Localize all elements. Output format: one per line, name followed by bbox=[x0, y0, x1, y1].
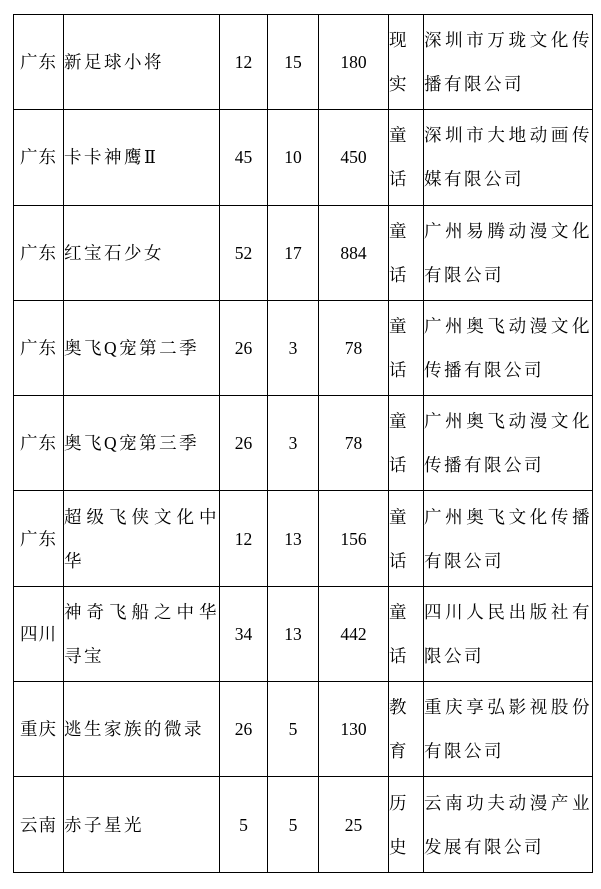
cell-episodes: 12 bbox=[220, 15, 268, 110]
table-row bbox=[14, 205, 593, 300]
cell-title: 奥飞Q宠第三季 bbox=[64, 396, 220, 491]
cell-minutes-per-episode: 3 bbox=[268, 300, 319, 395]
cell-title: 红宝石少女 bbox=[64, 205, 220, 300]
cell-episodes: 12 bbox=[220, 491, 268, 586]
cell-total-minutes: 25 bbox=[319, 777, 389, 872]
cell-title: 卡卡神鹰Ⅱ bbox=[64, 110, 220, 205]
cell-minutes-per-episode: 13 bbox=[268, 586, 319, 681]
table-row bbox=[14, 110, 593, 205]
cell-episodes: 26 bbox=[220, 300, 268, 395]
cell-total-minutes: 442 bbox=[319, 586, 389, 681]
cell-minutes-per-episode: 3 bbox=[268, 396, 319, 491]
cell-minutes-per-episode: 17 bbox=[268, 205, 319, 300]
cell-category: 教育 bbox=[389, 682, 424, 777]
cell-total-minutes: 130 bbox=[319, 682, 389, 777]
cell-episodes: 34 bbox=[220, 586, 268, 681]
table-body bbox=[14, 15, 593, 873]
table-row bbox=[14, 300, 593, 395]
cell-title: 超级飞侠文化中华 bbox=[64, 491, 220, 586]
cell-episodes: 26 bbox=[220, 396, 268, 491]
cell-episodes: 5 bbox=[220, 777, 268, 872]
cell-episodes: 26 bbox=[220, 682, 268, 777]
table-row bbox=[14, 491, 593, 586]
cell-total-minutes: 78 bbox=[319, 300, 389, 395]
cell-company: 广州奥飞文化传播有限公司 bbox=[424, 491, 593, 586]
cell-episodes: 52 bbox=[220, 205, 268, 300]
cell-minutes-per-episode: 13 bbox=[268, 491, 319, 586]
cell-title: 新足球小将 bbox=[64, 15, 220, 110]
cell-category: 童话 bbox=[389, 491, 424, 586]
cell-province: 广东 bbox=[14, 110, 64, 205]
cell-episodes: 45 bbox=[220, 110, 268, 205]
cell-category: 童话 bbox=[389, 110, 424, 205]
cell-total-minutes: 450 bbox=[319, 110, 389, 205]
cell-total-minutes: 78 bbox=[319, 396, 389, 491]
cell-company: 四川人民出版社有限公司 bbox=[424, 586, 593, 681]
cell-title: 神奇飞船之中华寻宝 bbox=[64, 586, 220, 681]
cell-category: 童话 bbox=[389, 300, 424, 395]
cell-category: 童话 bbox=[389, 396, 424, 491]
cell-minutes-per-episode: 15 bbox=[268, 15, 319, 110]
cell-province: 广东 bbox=[14, 205, 64, 300]
cell-title: 赤子星光 bbox=[64, 777, 220, 872]
cell-category: 历史 bbox=[389, 777, 424, 872]
cell-company: 深圳市万珑文化传播有限公司 bbox=[424, 15, 593, 110]
table-row bbox=[14, 396, 593, 491]
cell-company: 广州奥飞动漫文化传播有限公司 bbox=[424, 300, 593, 395]
cell-total-minutes: 884 bbox=[319, 205, 389, 300]
cell-province: 四川 bbox=[14, 586, 64, 681]
cell-minutes-per-episode: 5 bbox=[268, 777, 319, 872]
cell-title: 奥飞Q宠第二季 bbox=[64, 300, 220, 395]
table-row bbox=[14, 777, 593, 872]
cell-company: 广州易腾动漫文化有限公司 bbox=[424, 205, 593, 300]
cell-company: 广州奥飞动漫文化传播有限公司 bbox=[424, 396, 593, 491]
cell-category: 童话 bbox=[389, 586, 424, 681]
cell-category: 童话 bbox=[389, 205, 424, 300]
cell-province: 广东 bbox=[14, 15, 64, 110]
cell-company: 深圳市大地动画传媒有限公司 bbox=[424, 110, 593, 205]
table-row bbox=[14, 15, 593, 110]
cell-total-minutes: 180 bbox=[319, 15, 389, 110]
table-row bbox=[14, 682, 593, 777]
table-row bbox=[14, 586, 593, 681]
cell-company: 云南功夫动漫产业发展有限公司 bbox=[424, 777, 593, 872]
cell-province: 广东 bbox=[14, 396, 64, 491]
cell-province: 广东 bbox=[14, 300, 64, 395]
cell-total-minutes: 156 bbox=[319, 491, 389, 586]
cell-minutes-per-episode: 5 bbox=[268, 682, 319, 777]
cell-company: 重庆享弘影视股份有限公司 bbox=[424, 682, 593, 777]
cell-province: 重庆 bbox=[14, 682, 64, 777]
cell-title: 逃生家族的微录 bbox=[64, 682, 220, 777]
cell-category: 现实 bbox=[389, 15, 424, 110]
animation-productions-table bbox=[13, 14, 593, 873]
cell-province: 广东 bbox=[14, 491, 64, 586]
cell-minutes-per-episode: 10 bbox=[268, 110, 319, 205]
cell-province: 云南 bbox=[14, 777, 64, 872]
